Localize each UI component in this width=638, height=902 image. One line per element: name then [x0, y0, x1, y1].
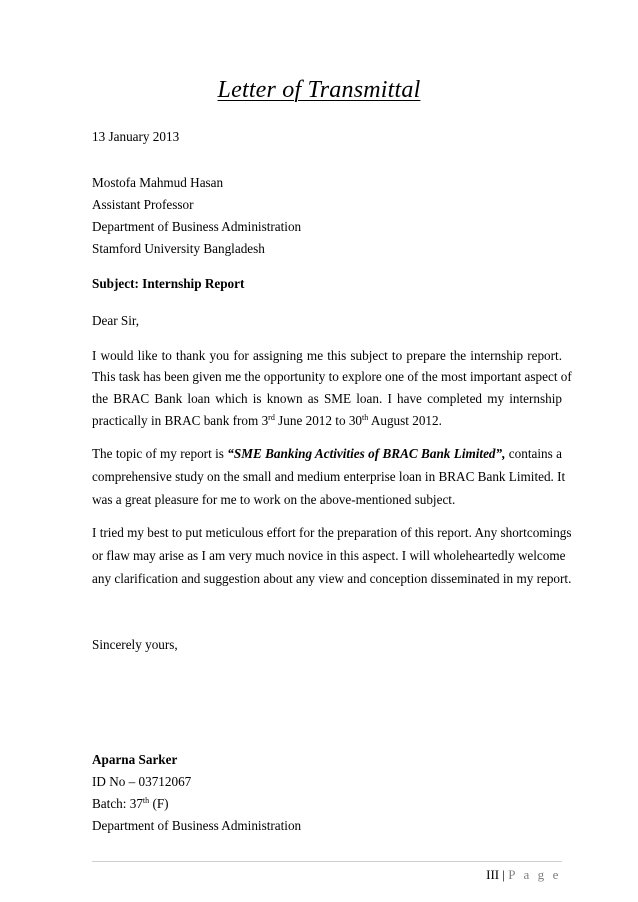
page-footer	[486, 867, 561, 883]
subject-line: Subject: Internship Report	[92, 276, 245, 291]
paragraph3-line1: I tried my best to put meticulous effort for the preparation of this report. Any shortcomings	[92, 525, 572, 540]
p2-text-b: contains a	[505, 446, 562, 461]
paragraph3-line2: or flaw may arise as I am very much novice in this aspect. I will wholeheartedly welcome	[92, 548, 566, 563]
recipient-name: Mostofa Mahmud Hasan	[92, 175, 224, 190]
page-label: P a g e	[508, 867, 561, 882]
p1-sup-th: th	[362, 413, 369, 422]
recipient-university: Stamford University Bangladesh	[92, 241, 265, 256]
footer-divider	[92, 861, 562, 862]
closing: Sincerely yours,	[92, 637, 178, 652]
paragraph1-line3: the BRAC Bank loan which is known as SME loan. I have completed my internship	[92, 391, 562, 406]
page-number: III	[486, 867, 500, 882]
paragraph2-line1	[92, 446, 562, 462]
recipient-department: Department of Business Administration	[92, 219, 302, 234]
p1-text-c: August 2012.	[368, 413, 442, 428]
sender-id: ID No – 03712067	[92, 774, 192, 789]
paragraph2-line2: comprehensive study on the small and medium enterprise loan in BRAC Bank Limited. It	[92, 469, 566, 484]
batch-text-b: (F)	[149, 796, 169, 811]
sender-department: Department of Business Administration	[92, 818, 302, 833]
salutation: Dear Sir,	[92, 313, 140, 328]
p1-text-b: June 2012 to 30	[274, 413, 363, 428]
p1-sup-rd: rd	[268, 413, 275, 422]
footer-separator: |	[502, 867, 505, 882]
sender-batch	[92, 796, 169, 812]
batch-sup: th	[142, 796, 150, 805]
paragraph1-line4	[92, 413, 562, 429]
sender-name: Aparna Sarker	[92, 752, 178, 767]
p2-text-a: The topic of my report is	[92, 446, 228, 461]
batch-text-a: Batch: 37	[92, 796, 143, 811]
page-title: Letter of Transmittal	[217, 77, 421, 103]
paragraph1-line2: This task has been given me the opportunity to explore one of the most important aspect of	[92, 369, 572, 384]
paragraph2-line3: was a great pleasure for me to work on the above-mentioned subject.	[92, 492, 456, 507]
recipient-position: Assistant Professor	[92, 197, 194, 212]
letter-date: 13 January 2013	[92, 129, 180, 144]
p1-text-a: practically in BRAC bank from 3	[92, 413, 269, 428]
paragraph1-line1: I would like to thank you for assigning me this subject to prepare the internship report.	[92, 348, 562, 363]
report-topic: “SME Banking Activities of BRAC Bank Limited”,	[227, 446, 506, 461]
paragraph3-line3: any clarification and suggestion about any view and conception disseminated in my report.	[92, 571, 572, 586]
